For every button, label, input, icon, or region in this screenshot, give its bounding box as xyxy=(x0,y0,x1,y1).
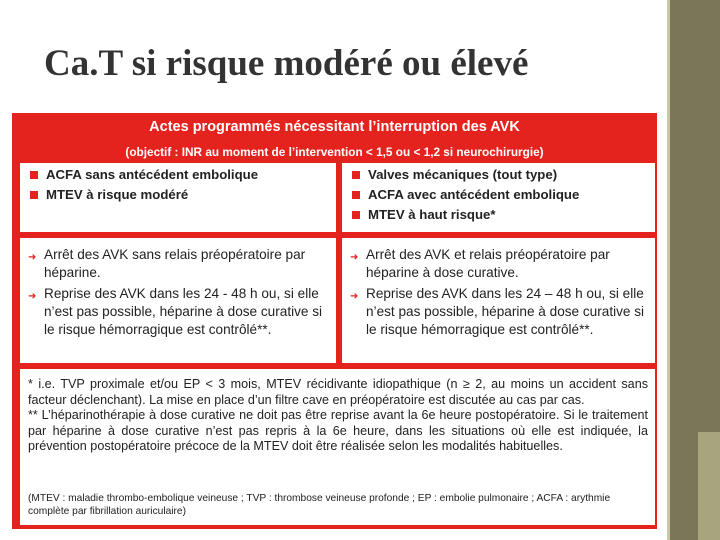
table-header-subtitle: (objectif : INR au moment de l’intervention < 1,5 ou < 1,2 si neurochirurgie) xyxy=(125,145,544,159)
right-indication-item xyxy=(348,185,579,205)
red-square-icon xyxy=(352,191,360,199)
left-actions-cell xyxy=(20,238,336,363)
left-action-text: Reprise des AVK dans les 24 - 48 h ou, si elle n’est pas possible, héparine à dose curative si le risque hémorragique est contrôlé**. xyxy=(44,286,323,337)
avk-interruption-table xyxy=(12,113,657,529)
table-header xyxy=(12,113,657,163)
footnotes-cell xyxy=(20,369,655,525)
left-action-text: Arrêt des AVK sans relais préopératoire par héparine. xyxy=(44,247,306,280)
left-indications-cell xyxy=(20,163,336,232)
right-action-item xyxy=(348,246,656,282)
left-action-item xyxy=(26,285,334,339)
left-indication-text: MTEV à risque modéré xyxy=(46,187,189,202)
red-arrow-icon: ➜ xyxy=(350,291,359,302)
slide-title: Ca.T si risque modéré ou élevé xyxy=(44,43,529,84)
right-action-item xyxy=(348,285,656,339)
red-square-icon xyxy=(30,191,38,199)
red-arrow-icon: ➜ xyxy=(28,252,37,263)
footnotes xyxy=(28,377,648,455)
right-indications-cell xyxy=(342,163,655,232)
right-indication-item xyxy=(348,165,579,185)
right-indication-text: Valves mécaniques (tout type) xyxy=(368,167,558,182)
left-indication-item xyxy=(26,165,258,185)
right-action-text: Reprise des AVK dans les 24 – 48 h ou, si elle n’est pas possible, héparine à dose curative si le risque hémorragique est contrôlé**. xyxy=(366,286,645,337)
red-arrow-icon: ➜ xyxy=(28,291,37,302)
left-action-item xyxy=(26,246,334,282)
side-decor-accent xyxy=(698,432,720,540)
right-indication-text: MTEV à haut risque* xyxy=(368,207,496,222)
table-header-title: Actes programmés nécessitant l’interruption des AVK xyxy=(149,119,520,135)
abbreviations-note: (MTEV : maladie thrombo-embolique veineuse ; TVP : thrombose veineuse profonde ; EP : embolie pulmonaire ; ACFA : arythmie complète par fibrillation auriculaire) xyxy=(28,493,611,517)
right-action-text: Arrêt des AVK et relais préopératoire par héparine à dose curative. xyxy=(366,247,610,280)
footnote-1: * i.e. TVP proximale et/ou EP < 3 mois, MTEV récidivante idiopathique (n ≥ 2, au moins un accident sans facteur déclenchant). La mise en place d’un filtre cave en préopératoire est discutée au cas par cas. xyxy=(28,377,648,407)
red-arrow-icon: ➜ xyxy=(350,252,359,263)
red-square-icon xyxy=(30,171,38,179)
footnote-2: ** L’héparinothérapie à dose curative ne doit pas être reprise avant la 6e heure postopératoire. Si le traitement par héparine à dose curative n’est pas repris à la 6e heure, dans les situations où elle est indiquée, la prévention postopératoire précoce de la MTEV doit être réalisée selon les modalités habituelles. xyxy=(28,408,648,453)
left-indication-item xyxy=(26,185,258,205)
side-decor-edge xyxy=(667,0,670,540)
right-actions-cell xyxy=(342,238,655,363)
left-indication-text: ACFA sans antécédent embolique xyxy=(46,167,259,182)
right-indication-item xyxy=(348,205,579,225)
right-indication-text: ACFA avec antécédent embolique xyxy=(368,187,580,202)
red-square-icon xyxy=(352,171,360,179)
red-square-icon xyxy=(352,211,360,219)
